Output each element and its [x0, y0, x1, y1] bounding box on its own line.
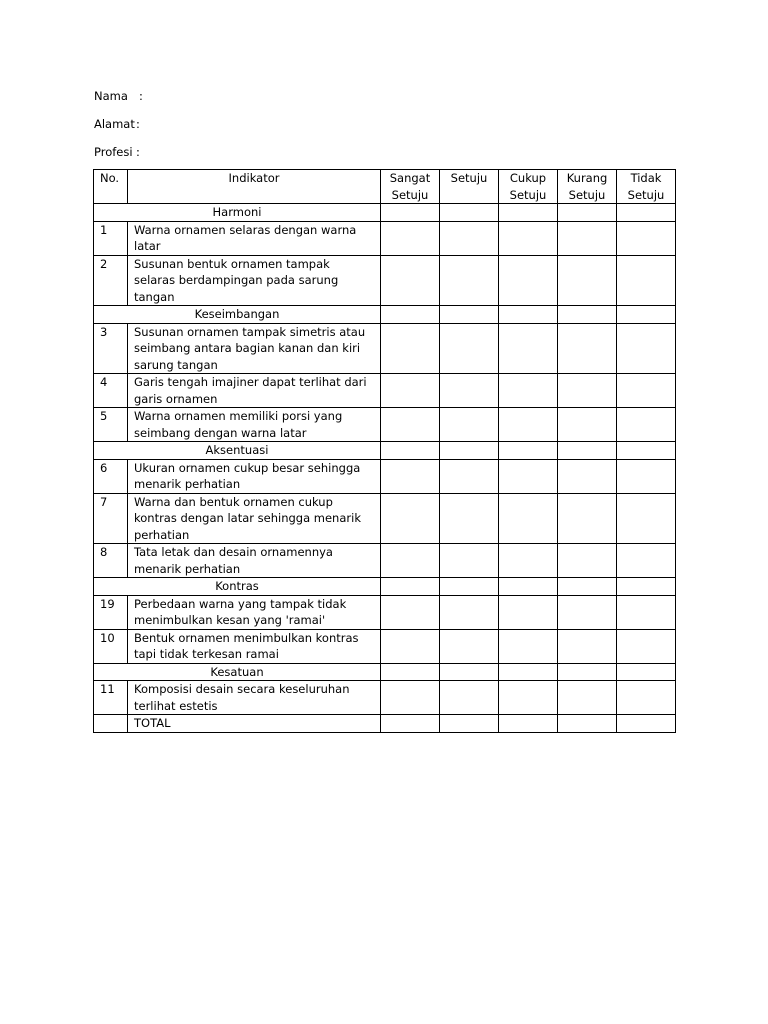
rating-cell[interactable]: [381, 578, 440, 596]
rating-cell[interactable]: [617, 408, 676, 442]
rating-cell[interactable]: [558, 544, 617, 578]
field-alamat: [94, 117, 140, 131]
total-number-cell: [94, 715, 128, 733]
section-title: Kesatuan: [94, 663, 381, 681]
total-cell[interactable]: [558, 715, 617, 733]
rating-cell[interactable]: [558, 493, 617, 544]
rating-cell[interactable]: [558, 459, 617, 493]
rating-cell[interactable]: [617, 595, 676, 629]
table-row: [94, 459, 676, 493]
rating-cell[interactable]: [440, 374, 499, 408]
rating-cell[interactable]: [558, 629, 617, 663]
rating-cell[interactable]: [558, 442, 617, 460]
rating-cell[interactable]: [381, 306, 440, 324]
header-indikator: Indikator: [128, 170, 381, 204]
item-indicator: Komposisi desain secara keseluruhan terlihat estetis: [128, 681, 381, 715]
section-title: Harmoni: [94, 204, 381, 222]
rating-cell[interactable]: [499, 578, 558, 596]
table-row: [94, 595, 676, 629]
rating-cell[interactable]: [381, 459, 440, 493]
nama-colon: :: [139, 89, 143, 103]
item-number: 5: [94, 408, 128, 442]
rating-cell[interactable]: [617, 442, 676, 460]
field-profesi: [94, 145, 140, 159]
rating-cell[interactable]: [381, 442, 440, 460]
section-row-kesatuan: [94, 663, 676, 681]
item-indicator: Perbedaan warna yang tampak tidak menimbulkan kesan yang 'ramai': [128, 595, 381, 629]
item-number: 8: [94, 544, 128, 578]
rating-cell[interactable]: [440, 306, 499, 324]
section-title: Aksentuasi: [94, 442, 381, 460]
rating-cell[interactable]: [381, 663, 440, 681]
total-cell[interactable]: [381, 715, 440, 733]
rating-cell[interactable]: [499, 255, 558, 306]
rating-cell[interactable]: [558, 323, 617, 374]
item-number: 6: [94, 459, 128, 493]
rating-cell[interactable]: [499, 408, 558, 442]
header-kurang-setuju: Kurang Setuju: [558, 170, 617, 204]
rating-cell[interactable]: [617, 681, 676, 715]
rating-cell[interactable]: [499, 629, 558, 663]
rating-cell[interactable]: [499, 374, 558, 408]
total-label: TOTAL: [128, 715, 381, 733]
rating-cell[interactable]: [617, 544, 676, 578]
section-row-harmoni: [94, 204, 676, 222]
rating-cell[interactable]: [440, 663, 499, 681]
questionnaire-table: [93, 169, 676, 733]
rating-cell[interactable]: [617, 374, 676, 408]
rating-cell[interactable]: [499, 204, 558, 222]
rating-cell[interactable]: [499, 493, 558, 544]
rating-cell[interactable]: [558, 306, 617, 324]
item-indicator: Warna ornamen memiliki porsi yang seimbang dengan warna latar: [128, 408, 381, 442]
rating-cell[interactable]: [440, 544, 499, 578]
header-sangat-setuju: Sangat Setuju: [381, 170, 440, 204]
profesi-colon: :: [136, 145, 140, 159]
rating-cell[interactable]: [440, 681, 499, 715]
rating-cell[interactable]: [381, 493, 440, 544]
table-row: [94, 221, 676, 255]
rating-cell[interactable]: [558, 595, 617, 629]
rating-cell[interactable]: [381, 221, 440, 255]
rating-cell[interactable]: [499, 459, 558, 493]
rating-cell[interactable]: [499, 681, 558, 715]
nama-label: Nama: [94, 89, 128, 103]
rating-cell[interactable]: [558, 663, 617, 681]
item-indicator: Bentuk ornamen menimbulkan kontras tapi tidak terkesan ramai: [128, 629, 381, 663]
rating-cell[interactable]: [617, 459, 676, 493]
rating-cell[interactable]: [499, 221, 558, 255]
table-row: [94, 374, 676, 408]
rating-cell[interactable]: [440, 323, 499, 374]
rating-cell[interactable]: [381, 544, 440, 578]
total-row: [94, 715, 676, 733]
rating-cell[interactable]: [381, 629, 440, 663]
rating-cell[interactable]: [440, 595, 499, 629]
rating-cell[interactable]: [499, 663, 558, 681]
rating-cell[interactable]: [617, 578, 676, 596]
item-number: 11: [94, 681, 128, 715]
item-indicator: Susunan bentuk ornamen tampak selaras berdampingan pada sarung tangan: [128, 255, 381, 306]
rating-cell[interactable]: [499, 442, 558, 460]
rating-cell[interactable]: [617, 221, 676, 255]
section-row-keseimbangan: [94, 306, 676, 324]
rating-cell[interactable]: [440, 459, 499, 493]
section-row-kontras: [94, 578, 676, 596]
table-row: [94, 544, 676, 578]
table-row: [94, 629, 676, 663]
alamat-colon: :: [136, 117, 140, 131]
rating-cell[interactable]: [440, 578, 499, 596]
alamat-label: Alamat: [94, 117, 135, 131]
rating-cell[interactable]: [440, 629, 499, 663]
rating-cell[interactable]: [558, 408, 617, 442]
table-row: [94, 493, 676, 544]
total-cell[interactable]: [440, 715, 499, 733]
rating-cell[interactable]: [558, 681, 617, 715]
profesi-label: Profesi: [94, 145, 133, 159]
rating-cell[interactable]: [558, 374, 617, 408]
item-number: 4: [94, 374, 128, 408]
rating-cell[interactable]: [381, 408, 440, 442]
total-cell[interactable]: [499, 715, 558, 733]
item-number: 10: [94, 629, 128, 663]
rating-cell[interactable]: [381, 204, 440, 222]
table-row: [94, 681, 676, 715]
rating-cell[interactable]: [440, 204, 499, 222]
item-number: 19: [94, 595, 128, 629]
table-header-row: [94, 170, 676, 204]
rating-cell[interactable]: [617, 629, 676, 663]
rating-cell[interactable]: [440, 221, 499, 255]
header-tidak-setuju: Tidak Setuju: [617, 170, 676, 204]
rating-cell[interactable]: [617, 306, 676, 324]
header-cukup-setuju: Cukup Setuju: [499, 170, 558, 204]
item-indicator: Ukuran ornamen cukup besar sehingga menarik perhatian: [128, 459, 381, 493]
field-nama: [94, 89, 143, 103]
section-row-aksentuasi: [94, 442, 676, 460]
table-row: [94, 323, 676, 374]
rating-cell[interactable]: [558, 255, 617, 306]
rating-cell[interactable]: [381, 374, 440, 408]
rating-cell[interactable]: [381, 255, 440, 306]
rating-cell[interactable]: [617, 493, 676, 544]
section-title: Kontras: [94, 578, 381, 596]
rating-cell[interactable]: [440, 442, 499, 460]
rating-cell[interactable]: [499, 306, 558, 324]
item-indicator: Warna ornamen selaras dengan warna latar: [128, 221, 381, 255]
rating-cell[interactable]: [499, 544, 558, 578]
rating-cell[interactable]: [617, 204, 676, 222]
rating-cell[interactable]: [440, 493, 499, 544]
rating-cell[interactable]: [381, 323, 440, 374]
header-setuju: Setuju: [440, 170, 499, 204]
rating-cell[interactable]: [617, 323, 676, 374]
item-number: 3: [94, 323, 128, 374]
item-indicator: Susunan ornamen tampak simetris atau seimbang antara bagian kanan dan kiri sarung tangan: [128, 323, 381, 374]
item-indicator: Garis tengah imajiner dapat terlihat dari garis ornamen: [128, 374, 381, 408]
rating-cell[interactable]: [499, 323, 558, 374]
section-title: Keseimbangan: [94, 306, 381, 324]
total-cell[interactable]: [617, 715, 676, 733]
item-number: 1: [94, 221, 128, 255]
item-number: 7: [94, 493, 128, 544]
table-row: [94, 408, 676, 442]
item-number: 2: [94, 255, 128, 306]
item-indicator: Warna dan bentuk ornamen cukup kontras dengan latar sehingga menarik perhatian: [128, 493, 381, 544]
rating-cell[interactable]: [440, 408, 499, 442]
rating-cell[interactable]: [617, 255, 676, 306]
rating-cell[interactable]: [440, 255, 499, 306]
rating-cell[interactable]: [381, 595, 440, 629]
rating-cell[interactable]: [381, 681, 440, 715]
rating-cell[interactable]: [617, 663, 676, 681]
rating-cell[interactable]: [558, 204, 617, 222]
table-row: [94, 255, 676, 306]
header-no: No.: [94, 170, 128, 204]
rating-cell[interactable]: [558, 578, 617, 596]
rating-cell[interactable]: [558, 221, 617, 255]
item-indicator: Tata letak dan desain ornamennya menarik perhatian: [128, 544, 381, 578]
rating-cell[interactable]: [499, 595, 558, 629]
